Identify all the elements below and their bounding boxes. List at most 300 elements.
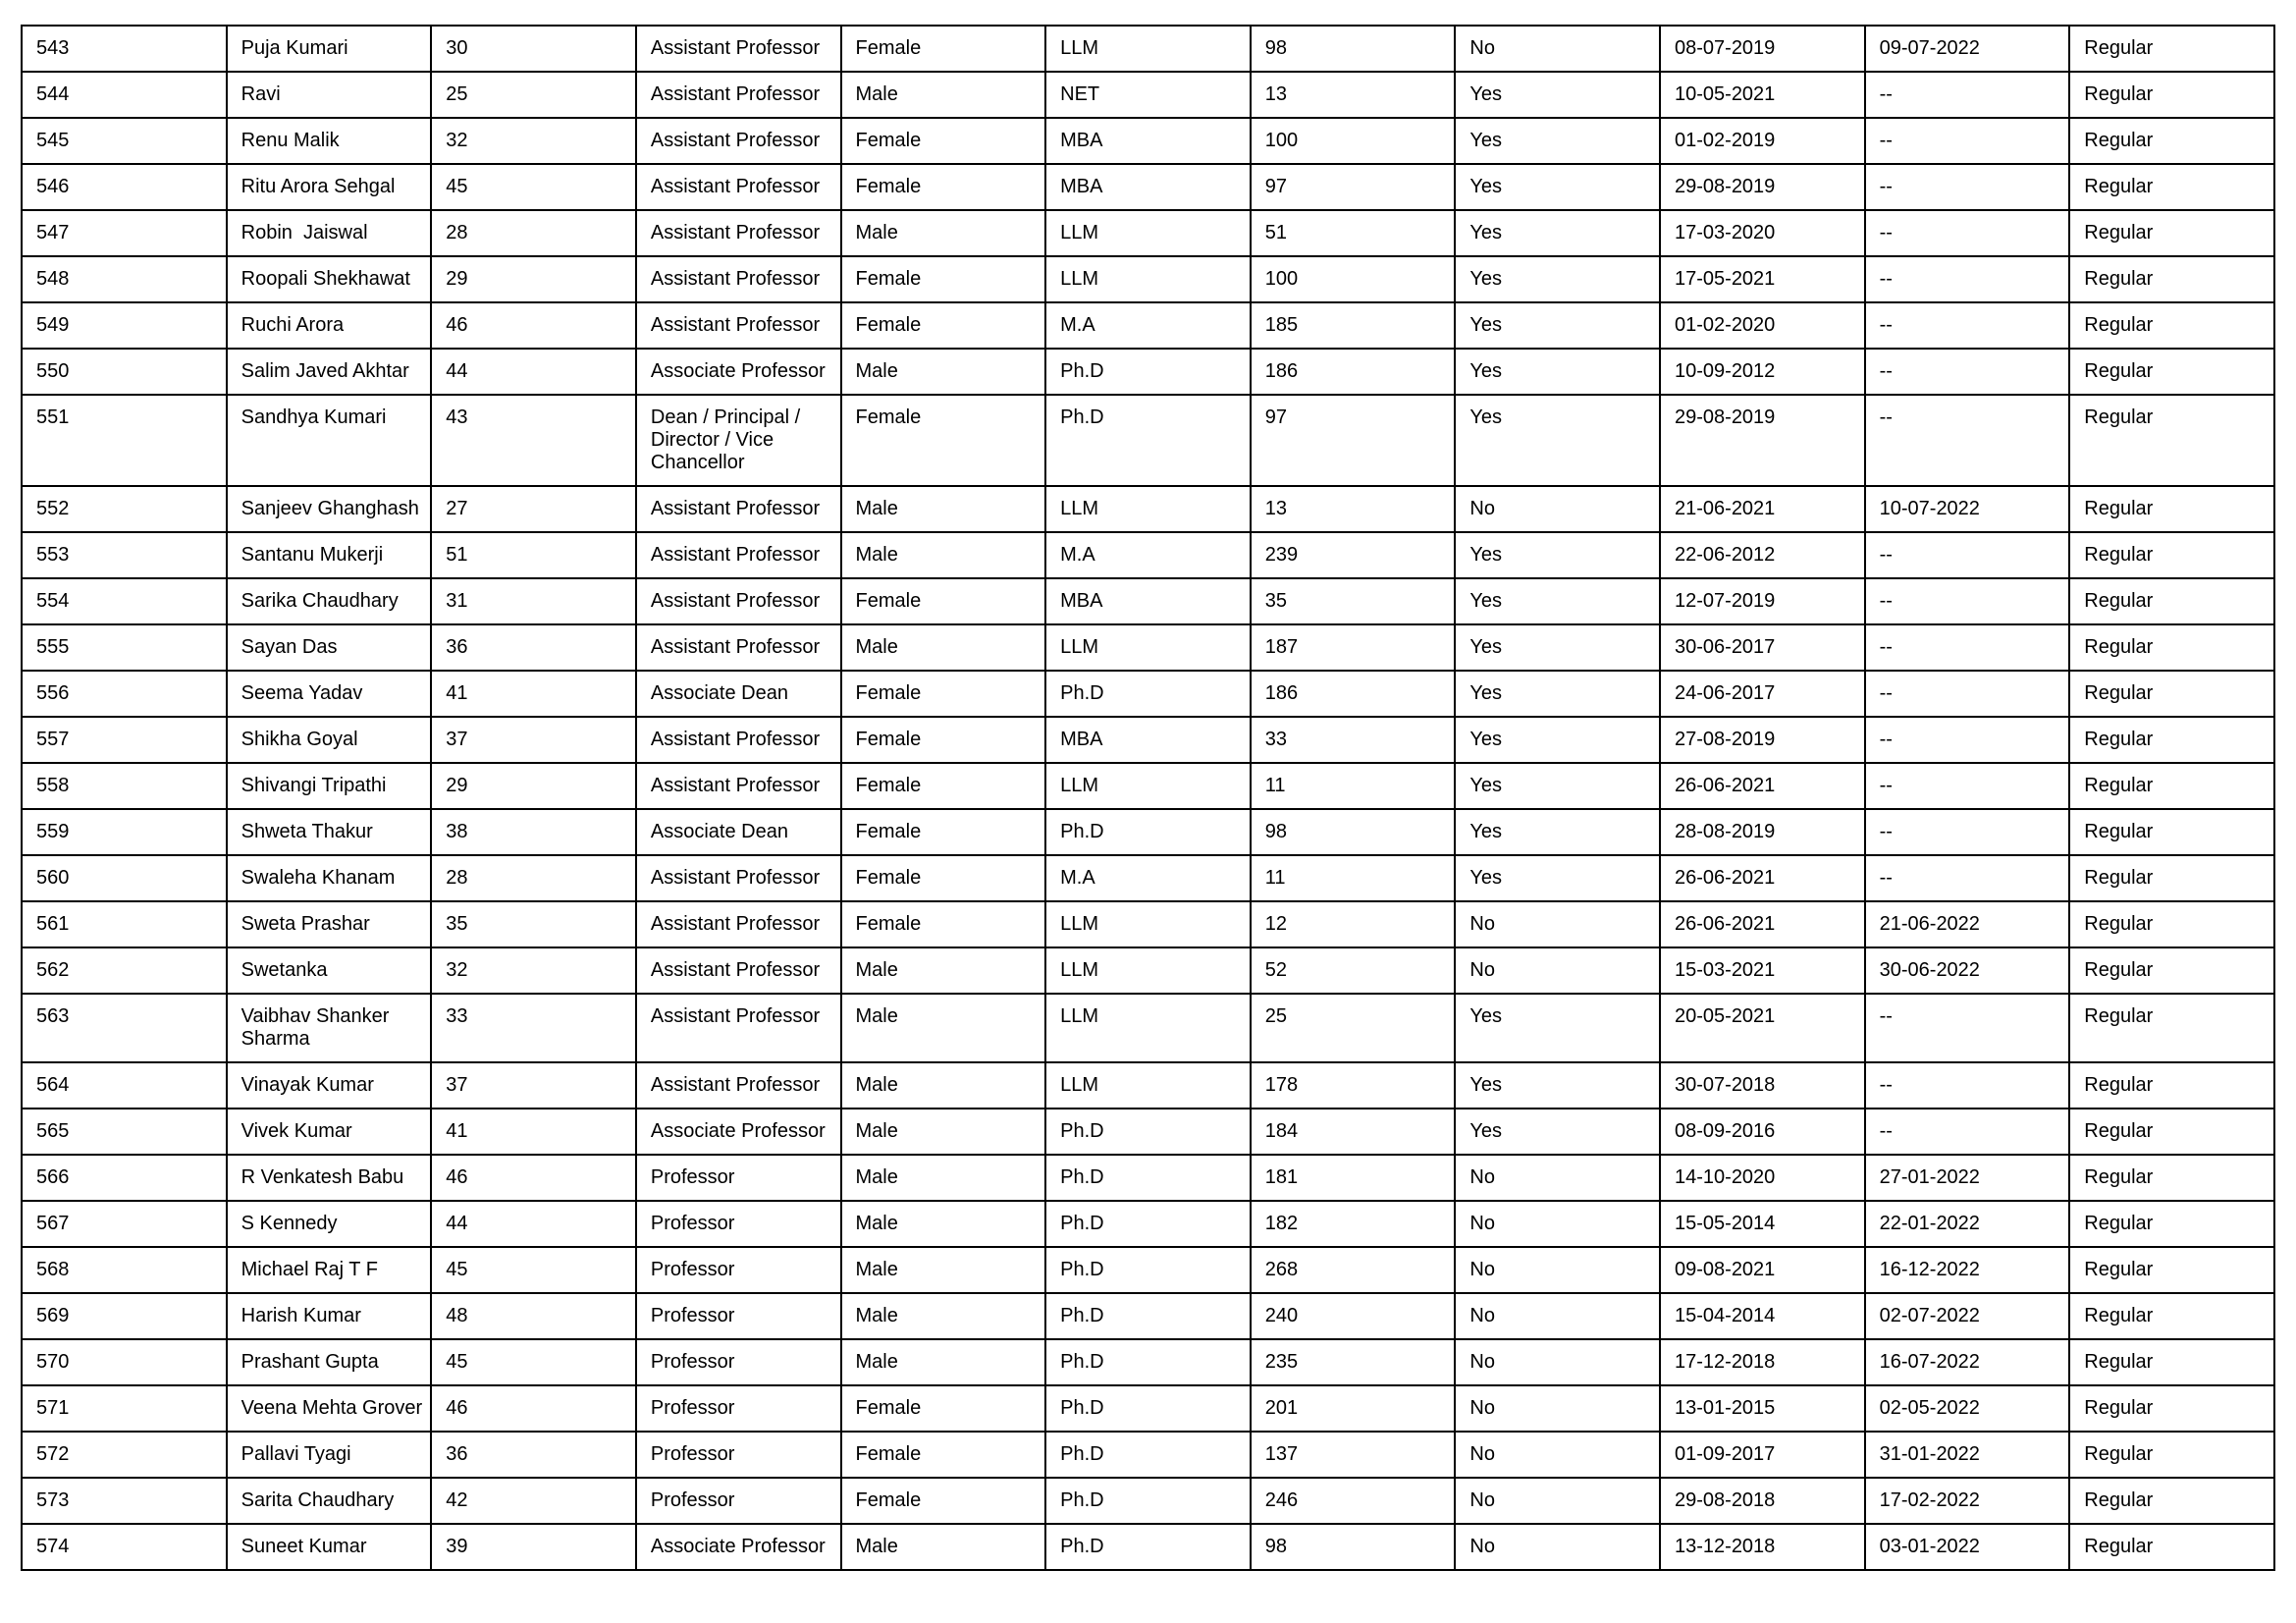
cell-serial-no: 547 (22, 210, 227, 256)
cell-name: Sandhya Kumari (227, 395, 432, 486)
cell-qualification: MBA (1045, 717, 1251, 763)
cell-gender: Female (841, 302, 1046, 349)
cell-gender: Female (841, 26, 1046, 72)
cell-date-of-joining: 27-08-2019 (1660, 717, 1865, 763)
cell-name: Shivangi Tripathi (227, 763, 432, 809)
cell-experience: 239 (1251, 532, 1456, 578)
cell-experience: 11 (1251, 763, 1456, 809)
cell-serial-no: 569 (22, 1293, 227, 1339)
cell-date-of-joining: 15-04-2014 (1660, 1293, 1865, 1339)
cell-experience: 52 (1251, 947, 1456, 994)
cell-gender: Female (841, 118, 1046, 164)
cell-serial-no: 550 (22, 349, 227, 395)
cell-yes-no: Yes (1455, 578, 1660, 624)
cell-date-of-joining: 12-07-2019 (1660, 578, 1865, 624)
faculty-table-container (21, 25, 2275, 1571)
cell-designation: Assistant Professor (636, 994, 841, 1062)
cell-date-of-leaving: -- (1865, 855, 2070, 901)
cell-serial-no: 567 (22, 1201, 227, 1247)
cell-yes-no: No (1455, 1155, 1660, 1201)
cell-date-of-leaving: 10-07-2022 (1865, 486, 2070, 532)
table-row (22, 395, 2274, 486)
table-row (22, 210, 2274, 256)
table-row (22, 809, 2274, 855)
table-row (22, 1155, 2274, 1201)
cell-name: Harish Kumar (227, 1293, 432, 1339)
cell-date-of-joining: 30-07-2018 (1660, 1062, 1865, 1109)
cell-qualification: LLM (1045, 1062, 1251, 1109)
cell-qualification: MBA (1045, 118, 1251, 164)
cell-age: 31 (431, 578, 636, 624)
cell-age: 44 (431, 349, 636, 395)
cell-gender: Female (841, 717, 1046, 763)
cell-serial-no: 549 (22, 302, 227, 349)
cell-gender: Female (841, 164, 1046, 210)
cell-date-of-leaving: -- (1865, 671, 2070, 717)
cell-name: Ruchi Arora (227, 302, 432, 349)
cell-date-of-leaving: -- (1865, 809, 2070, 855)
cell-date-of-joining: 17-03-2020 (1660, 210, 1865, 256)
cell-date-of-joining: 24-06-2017 (1660, 671, 1865, 717)
cell-name: Michael Raj T F (227, 1247, 432, 1293)
cell-name: Sayan Das (227, 624, 432, 671)
cell-date-of-joining: 29-08-2018 (1660, 1478, 1865, 1524)
cell-date-of-leaving: -- (1865, 763, 2070, 809)
cell-designation: Professor (636, 1293, 841, 1339)
cell-experience: 186 (1251, 349, 1456, 395)
cell-qualification: M.A (1045, 302, 1251, 349)
cell-yes-no: Yes (1455, 717, 1660, 763)
cell-association-type: Regular (2069, 486, 2274, 532)
table-row (22, 302, 2274, 349)
cell-association-type: Regular (2069, 717, 2274, 763)
cell-yes-no: No (1455, 1478, 1660, 1524)
cell-name: Sanjeev Ghanghash (227, 486, 432, 532)
cell-gender: Male (841, 947, 1046, 994)
cell-name: S Kennedy (227, 1201, 432, 1247)
cell-qualification: Ph.D (1045, 1339, 1251, 1385)
cell-yes-no: Yes (1455, 210, 1660, 256)
cell-qualification: Ph.D (1045, 395, 1251, 486)
cell-age: 41 (431, 671, 636, 717)
cell-gender: Male (841, 1109, 1046, 1155)
cell-yes-no: No (1455, 26, 1660, 72)
cell-name: Seema Yadav (227, 671, 432, 717)
cell-yes-no: Yes (1455, 809, 1660, 855)
cell-date-of-joining: 10-05-2021 (1660, 72, 1865, 118)
cell-yes-no: Yes (1455, 395, 1660, 486)
cell-yes-no: Yes (1455, 1062, 1660, 1109)
cell-qualification: Ph.D (1045, 1478, 1251, 1524)
table-row (22, 1201, 2274, 1247)
table-row (22, 671, 2274, 717)
cell-name: Ravi (227, 72, 432, 118)
cell-yes-no: Yes (1455, 349, 1660, 395)
cell-experience: 184 (1251, 1109, 1456, 1155)
cell-experience: 240 (1251, 1293, 1456, 1339)
cell-date-of-joining: 22-06-2012 (1660, 532, 1865, 578)
cell-gender: Female (841, 395, 1046, 486)
cell-name: Sarita Chaudhary (227, 1478, 432, 1524)
cell-age: 38 (431, 809, 636, 855)
cell-age: 29 (431, 256, 636, 302)
cell-yes-no: No (1455, 1247, 1660, 1293)
cell-date-of-leaving: -- (1865, 256, 2070, 302)
cell-name: Veena Mehta Grover (227, 1385, 432, 1432)
cell-age: 37 (431, 717, 636, 763)
cell-age: 44 (431, 1201, 636, 1247)
cell-designation: Associate Professor (636, 1109, 841, 1155)
table-row (22, 624, 2274, 671)
cell-date-of-leaving: -- (1865, 1062, 2070, 1109)
cell-gender: Male (841, 532, 1046, 578)
cell-experience: 25 (1251, 994, 1456, 1062)
cell-age: 45 (431, 1247, 636, 1293)
cell-designation: Professor (636, 1247, 841, 1293)
cell-name: Renu Malik (227, 118, 432, 164)
cell-association-type: Regular (2069, 1247, 2274, 1293)
cell-date-of-joining: 08-09-2016 (1660, 1109, 1865, 1155)
cell-name: Robin Jaiswal (227, 210, 432, 256)
table-row (22, 1432, 2274, 1478)
cell-designation: Professor (636, 1339, 841, 1385)
cell-experience: 100 (1251, 118, 1456, 164)
cell-gender: Male (841, 624, 1046, 671)
cell-name: Prashant Gupta (227, 1339, 432, 1385)
cell-date-of-leaving: -- (1865, 302, 2070, 349)
cell-designation: Associate Dean (636, 809, 841, 855)
cell-age: 46 (431, 1385, 636, 1432)
cell-yes-no: Yes (1455, 532, 1660, 578)
cell-age: 32 (431, 947, 636, 994)
table-row (22, 532, 2274, 578)
cell-experience: 187 (1251, 624, 1456, 671)
table-row (22, 1524, 2274, 1570)
cell-association-type: Regular (2069, 1109, 2274, 1155)
cell-association-type: Regular (2069, 1062, 2274, 1109)
cell-qualification: LLM (1045, 26, 1251, 72)
cell-designation: Associate Dean (636, 671, 841, 717)
cell-date-of-joining: 10-09-2012 (1660, 349, 1865, 395)
cell-gender: Male (841, 1339, 1046, 1385)
cell-yes-no: Yes (1455, 118, 1660, 164)
cell-experience: 33 (1251, 717, 1456, 763)
cell-designation: Dean / Principal / Director / Vice Chancellor (636, 395, 841, 486)
cell-yes-no: No (1455, 1339, 1660, 1385)
cell-serial-no: 564 (22, 1062, 227, 1109)
faculty-table (21, 25, 2275, 1571)
cell-qualification: Ph.D (1045, 1293, 1251, 1339)
cell-association-type: Regular (2069, 1339, 2274, 1385)
cell-association-type: Regular (2069, 624, 2274, 671)
cell-serial-no: 568 (22, 1247, 227, 1293)
cell-date-of-leaving: -- (1865, 210, 2070, 256)
cell-date-of-joining: 14-10-2020 (1660, 1155, 1865, 1201)
cell-date-of-leaving: -- (1865, 1109, 2070, 1155)
cell-experience: 97 (1251, 164, 1456, 210)
cell-association-type: Regular (2069, 1432, 2274, 1478)
cell-serial-no: 556 (22, 671, 227, 717)
cell-gender: Female (841, 1432, 1046, 1478)
cell-gender: Male (841, 210, 1046, 256)
cell-age: 48 (431, 1293, 636, 1339)
cell-name: Salim Javed Akhtar (227, 349, 432, 395)
cell-gender: Male (841, 1247, 1046, 1293)
cell-age: 46 (431, 302, 636, 349)
cell-name: Vinayak Kumar (227, 1062, 432, 1109)
cell-yes-no: No (1455, 1293, 1660, 1339)
cell-association-type: Regular (2069, 947, 2274, 994)
cell-qualification: Ph.D (1045, 1247, 1251, 1293)
cell-association-type: Regular (2069, 210, 2274, 256)
cell-experience: 98 (1251, 809, 1456, 855)
cell-yes-no: Yes (1455, 994, 1660, 1062)
cell-experience: 97 (1251, 395, 1456, 486)
cell-yes-no: Yes (1455, 72, 1660, 118)
cell-serial-no: 565 (22, 1109, 227, 1155)
cell-gender: Female (841, 901, 1046, 947)
cell-gender: Female (841, 809, 1046, 855)
cell-association-type: Regular (2069, 256, 2274, 302)
cell-designation: Professor (636, 1385, 841, 1432)
cell-gender: Female (841, 256, 1046, 302)
cell-designation: Assistant Professor (636, 256, 841, 302)
cell-name: Ritu Arora Sehgal (227, 164, 432, 210)
cell-date-of-joining: 29-08-2019 (1660, 164, 1865, 210)
cell-serial-no: 551 (22, 395, 227, 486)
cell-designation: Associate Professor (636, 1524, 841, 1570)
cell-date-of-leaving: -- (1865, 624, 2070, 671)
cell-gender: Male (841, 1524, 1046, 1570)
cell-designation: Professor (636, 1478, 841, 1524)
cell-age: 32 (431, 118, 636, 164)
cell-date-of-leaving: 02-07-2022 (1865, 1293, 2070, 1339)
cell-association-type: Regular (2069, 26, 2274, 72)
cell-date-of-joining: 15-03-2021 (1660, 947, 1865, 994)
cell-yes-no: Yes (1455, 624, 1660, 671)
cell-serial-no: 574 (22, 1524, 227, 1570)
cell-date-of-leaving: 30-06-2022 (1865, 947, 2070, 994)
cell-serial-no: 555 (22, 624, 227, 671)
cell-qualification: Ph.D (1045, 1385, 1251, 1432)
cell-designation: Professor (636, 1201, 841, 1247)
cell-age: 36 (431, 624, 636, 671)
cell-yes-no: No (1455, 1385, 1660, 1432)
cell-serial-no: 562 (22, 947, 227, 994)
cell-name: Roopali Shekhawat (227, 256, 432, 302)
cell-qualification: MBA (1045, 578, 1251, 624)
table-row (22, 486, 2274, 532)
cell-date-of-leaving: 31-01-2022 (1865, 1432, 2070, 1478)
cell-age: 33 (431, 994, 636, 1062)
cell-serial-no: 572 (22, 1432, 227, 1478)
table-row (22, 855, 2274, 901)
cell-association-type: Regular (2069, 1155, 2274, 1201)
cell-name: Santanu Mukerji (227, 532, 432, 578)
cell-date-of-leaving: -- (1865, 349, 2070, 395)
cell-name: Swetanka (227, 947, 432, 994)
cell-serial-no: 571 (22, 1385, 227, 1432)
cell-serial-no: 566 (22, 1155, 227, 1201)
cell-association-type: Regular (2069, 994, 2274, 1062)
cell-date-of-leaving: -- (1865, 578, 2070, 624)
cell-name: Sweta Prashar (227, 901, 432, 947)
cell-gender: Female (841, 671, 1046, 717)
cell-designation: Assistant Professor (636, 118, 841, 164)
cell-date-of-joining: 17-05-2021 (1660, 256, 1865, 302)
cell-serial-no: 570 (22, 1339, 227, 1385)
cell-name: Vivek Kumar (227, 1109, 432, 1155)
cell-designation: Assistant Professor (636, 947, 841, 994)
cell-date-of-joining: 08-07-2019 (1660, 26, 1865, 72)
cell-serial-no: 573 (22, 1478, 227, 1524)
table-row (22, 349, 2274, 395)
cell-serial-no: 558 (22, 763, 227, 809)
cell-yes-no: No (1455, 947, 1660, 994)
cell-serial-no: 544 (22, 72, 227, 118)
table-row (22, 947, 2274, 994)
cell-date-of-joining: 30-06-2017 (1660, 624, 1865, 671)
cell-yes-no: No (1455, 486, 1660, 532)
cell-association-type: Regular (2069, 1524, 2274, 1570)
cell-age: 36 (431, 1432, 636, 1478)
cell-experience: 13 (1251, 486, 1456, 532)
cell-age: 43 (431, 395, 636, 486)
cell-serial-no: 545 (22, 118, 227, 164)
cell-date-of-joining: 20-05-2021 (1660, 994, 1865, 1062)
cell-serial-no: 561 (22, 901, 227, 947)
cell-age: 41 (431, 1109, 636, 1155)
cell-date-of-joining: 01-02-2019 (1660, 118, 1865, 164)
cell-gender: Female (841, 1385, 1046, 1432)
cell-date-of-leaving: -- (1865, 717, 2070, 763)
cell-gender: Male (841, 72, 1046, 118)
cell-qualification: Ph.D (1045, 1109, 1251, 1155)
cell-date-of-leaving: 21-06-2022 (1865, 901, 2070, 947)
cell-gender: Female (841, 763, 1046, 809)
cell-date-of-leaving: 03-01-2022 (1865, 1524, 2070, 1570)
cell-age: 29 (431, 763, 636, 809)
cell-date-of-joining: 17-12-2018 (1660, 1339, 1865, 1385)
cell-designation: Assistant Professor (636, 26, 841, 72)
cell-qualification: Ph.D (1045, 1524, 1251, 1570)
cell-age: 27 (431, 486, 636, 532)
cell-association-type: Regular (2069, 855, 2274, 901)
cell-qualification: MBA (1045, 164, 1251, 210)
cell-age: 25 (431, 72, 636, 118)
cell-date-of-leaving: -- (1865, 118, 2070, 164)
cell-designation: Assistant Professor (636, 901, 841, 947)
table-row (22, 994, 2274, 1062)
table-row (22, 1109, 2274, 1155)
cell-age: 35 (431, 901, 636, 947)
cell-association-type: Regular (2069, 532, 2274, 578)
cell-gender: Male (841, 1201, 1046, 1247)
cell-serial-no: 554 (22, 578, 227, 624)
cell-designation: Assistant Professor (636, 210, 841, 256)
cell-age: 37 (431, 1062, 636, 1109)
cell-gender: Male (841, 486, 1046, 532)
cell-association-type: Regular (2069, 671, 2274, 717)
cell-serial-no: 548 (22, 256, 227, 302)
cell-association-type: Regular (2069, 901, 2274, 947)
cell-qualification: LLM (1045, 210, 1251, 256)
cell-name: Suneet Kumar (227, 1524, 432, 1570)
cell-age: 45 (431, 164, 636, 210)
cell-date-of-joining: 28-08-2019 (1660, 809, 1865, 855)
cell-qualification: LLM (1045, 624, 1251, 671)
cell-experience: 178 (1251, 1062, 1456, 1109)
table-row (22, 1062, 2274, 1109)
cell-yes-no: Yes (1455, 164, 1660, 210)
cell-qualification: Ph.D (1045, 671, 1251, 717)
cell-name: Vaibhav Shanker Sharma (227, 994, 432, 1062)
cell-qualification: LLM (1045, 256, 1251, 302)
cell-experience: 51 (1251, 210, 1456, 256)
cell-qualification: Ph.D (1045, 1201, 1251, 1247)
cell-date-of-joining: 09-08-2021 (1660, 1247, 1865, 1293)
cell-qualification: Ph.D (1045, 1155, 1251, 1201)
cell-serial-no: 557 (22, 717, 227, 763)
table-row (22, 164, 2274, 210)
cell-yes-no: Yes (1455, 855, 1660, 901)
cell-experience: 201 (1251, 1385, 1456, 1432)
cell-age: 45 (431, 1339, 636, 1385)
cell-gender: Male (841, 1062, 1046, 1109)
cell-qualification: NET (1045, 72, 1251, 118)
cell-designation: Assistant Professor (636, 1062, 841, 1109)
cell-name: R Venkatesh Babu (227, 1155, 432, 1201)
cell-designation: Assistant Professor (636, 717, 841, 763)
cell-name: Swaleha Khanam (227, 855, 432, 901)
cell-association-type: Regular (2069, 395, 2274, 486)
cell-designation: Assistant Professor (636, 763, 841, 809)
cell-designation: Assistant Professor (636, 578, 841, 624)
table-row (22, 1478, 2274, 1524)
table-row (22, 118, 2274, 164)
cell-date-of-leaving: 02-05-2022 (1865, 1385, 2070, 1432)
cell-date-of-joining: 26-06-2021 (1660, 855, 1865, 901)
cell-serial-no: 560 (22, 855, 227, 901)
cell-qualification: LLM (1045, 486, 1251, 532)
cell-gender: Male (841, 1293, 1046, 1339)
cell-experience: 137 (1251, 1432, 1456, 1478)
cell-experience: 12 (1251, 901, 1456, 947)
table-row (22, 1385, 2274, 1432)
cell-association-type: Regular (2069, 1385, 2274, 1432)
cell-association-type: Regular (2069, 1201, 2274, 1247)
cell-experience: 235 (1251, 1339, 1456, 1385)
cell-designation: Professor (636, 1155, 841, 1201)
cell-experience: 11 (1251, 855, 1456, 901)
cell-date-of-joining: 26-06-2021 (1660, 763, 1865, 809)
cell-experience: 268 (1251, 1247, 1456, 1293)
cell-name: Puja Kumari (227, 26, 432, 72)
cell-date-of-leaving: 17-02-2022 (1865, 1478, 2070, 1524)
cell-date-of-leaving: 16-12-2022 (1865, 1247, 2070, 1293)
table-row (22, 1247, 2274, 1293)
cell-experience: 98 (1251, 26, 1456, 72)
table-row (22, 72, 2274, 118)
cell-qualification: LLM (1045, 763, 1251, 809)
cell-designation: Assistant Professor (636, 72, 841, 118)
faculty-table-body (22, 26, 2274, 1570)
cell-date-of-leaving: -- (1865, 532, 2070, 578)
cell-experience: 98 (1251, 1524, 1456, 1570)
cell-experience: 186 (1251, 671, 1456, 717)
cell-yes-no: Yes (1455, 671, 1660, 717)
cell-qualification: Ph.D (1045, 1432, 1251, 1478)
